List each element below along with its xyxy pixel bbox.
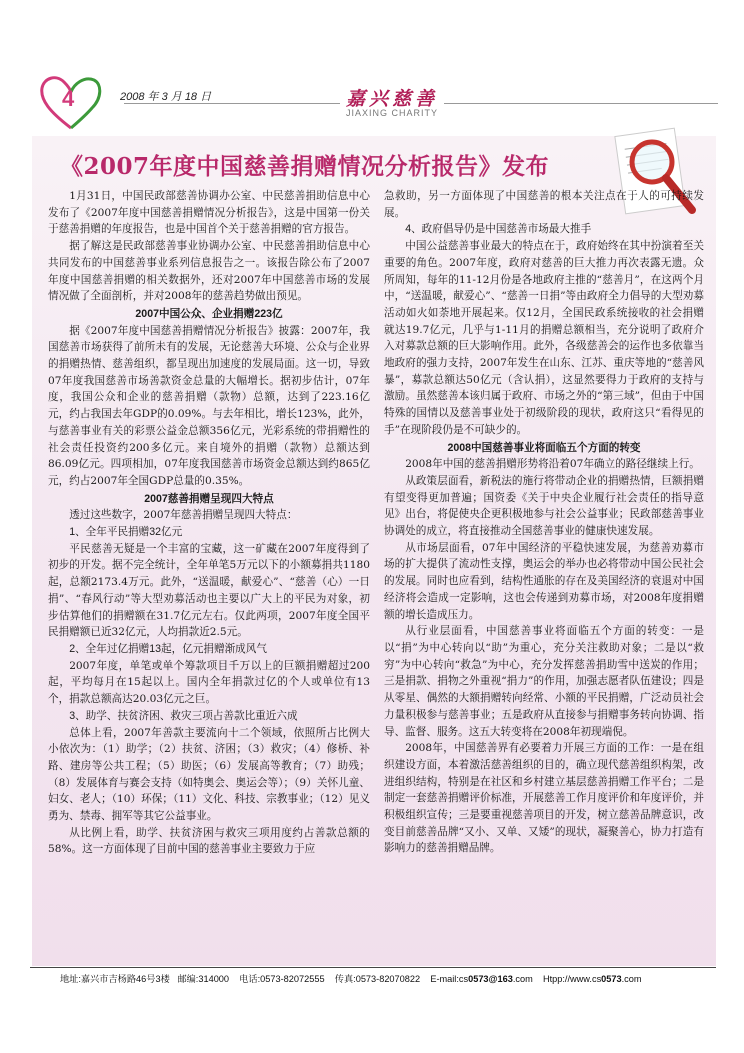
masthead-logo: 嘉兴慈善 <box>340 84 444 111</box>
article-column-left <box>48 188 370 858</box>
subsection-heading: 1、全年平民捐赠32亿元 <box>69 526 183 539</box>
paragraph: 透过这些数字，2007年慈善捐赠呈现四大特点： <box>69 509 298 522</box>
paragraph: 2007年度，单笔或单个筹款项目千万以上的巨额捐赠超过200起，平均每月在15起以上。国内全年捐款过亿的个人或单位有13个，捐款总额高达20.03亿元之巨。 <box>48 659 370 706</box>
section-heading: 2007慈善捐赠呈现四大特点 <box>144 492 274 505</box>
article-title: 《2007年度中国慈善捐赠情况分析报告》发布 <box>60 153 550 180</box>
paragraph: 急救助，另一方面体现了中国慈善的根本关注点在于人的可持续发展。 <box>384 190 704 219</box>
page-number: 4 <box>62 86 75 111</box>
paragraph: 平民慈善无疑是一个丰富的宝藏，这一矿藏在2007年度得到了初步的开发。据不完全统计，全年单笔5万元以下的小额募捐共1180起，总额2173.4万元。此外，“送温暖，献爱心”、“慈善（心）一日捐”、“春风行动”等大型劝募活动也主要以广大上的平民为对象，初步估算他们的捐赠额在31.7亿元左右。仅此两项，2007年度全国平民捐赠额已近32亿元，人均捐款近2.5元。 <box>48 542 370 639</box>
footer-postcode: 邮编:314000 <box>177 974 230 984</box>
page-footer <box>60 971 710 985</box>
paragraph: 据《2007年度中国慈善捐赠情况分析报告》披露：2007年，我国慈善市场获得了前所未有的发展，无论慈善大环境、公众与企业界的捐赠热情、慈善组织，都呈现出加速度的发展局面。这一切，导致07年度我国慈善市场善款资金总量的大幅增长。据初步估计，07年度，我国公众和企业的慈善捐赠（款物）总额，达到了223.16亿元，约占我国去年GDP的0.09%。与去年相比，增长123%，此外，与慈善事业有关的彩票公益金总额356亿元，光彩系统的带捐赠性的社会责任投资约200多亿元。来自境外的捐赠（款物）总额达到86.09亿元。四项相加，07年度我国慈善市场资金总额达到约865亿元，约占2007年全国GDP总量的0.35%。 <box>48 324 370 487</box>
footer-address: 地址:嘉兴市吉杨路46号3楼 <box>60 974 170 984</box>
paragraph: 从市场层面看，07年中国经济的平稳快速发展，为慈善劝募市场的扩大提供了流动性支撑，奥运会的举办也必将带动中国公民社会的发展。同时也应看到，结构性通胀的存在及美国经济的衰退对中国经济将会造成一定影响，这也会传递到劝募市场，对2008年度捐赠额的增长造成压力。 <box>384 541 704 621</box>
section-heading: 2007中国公众、企业捐赠223亿 <box>135 307 283 320</box>
subsection-heading: 3、助学、扶贫济困、救灾三项占善款比重近六成 <box>69 709 298 722</box>
footer-phone: 电话:0573-82072555 <box>239 974 325 984</box>
footer-rule <box>30 967 716 968</box>
page-header <box>28 70 718 132</box>
footer-fax: 传真:0573-82070822 <box>334 974 421 984</box>
masthead-logo-english: JIAXING CHARITY <box>346 108 439 118</box>
paragraph: 中国公益慈善事业最大的特点在于，政府始终在其中扮演着至关重要的角色。2007年度，政府对慈善的巨大推力再次表露无遗。众所周知，每年的11-12月份是各地政府主推的“慈善月”，在这两个月中，“送温暖，献爱心”、“慈善一日捐”等由政府全力倡导的大型劝募活动如火如荼地开展起来。仅12月，全国民政系统接收的社会捐赠就达19.7亿元，几乎与1-11月的捐赠总额相当，充分说明了政府介入对募款总额的巨大影响作用。此外，各级慈善会的运作也多依靠当地政府的强力支持，2007年发生在山东、江苏、重庆等地的“慈善风暴”，募款总额达50亿元（含认捐），这显然要得力于政府的支持与激励。虽然慈善本该归属于政府、市场之外的“第三域”，但由于中国特殊的国情以及慈善事业处于初级阶段的现状，政府这只“看得见的手”在现阶段仍是不可缺少的。 <box>384 240 704 436</box>
paragraph: 总体上看，2007年善款主要流向十二个领域，依照所占比例大小依次为：（1）助学；（2）扶贫、济困；（3）救灾；（4）修桥、补路、建房等公共工程；（5）助医；（6）发展高等教育；（7）助残；（8）发展体育与赛会支持（如特奥会、奥运会等）；（9）关怀儿童、妇女、老人；（10）环保；（11）文化、科技、宗教事业；（12）见义勇为、禁毒、拥军等其它公益事业。 <box>48 726 370 823</box>
paragraph: 从政策层面看，新税法的施行将带动企业的捐赠热情，巨额捐赠有望变得更加普遍；国资委《关于中央企业履行社会责任的指导意见》出台，将促使央企更积极地参与社会公益事业；民政部慈善事业协调处的成立，将直接推动全国慈善事业的健康快速发展。 <box>384 474 704 538</box>
paragraph: 2008年，中国慈善界有必要着力开展三方面的工作：一是在组织建设方面，本着激活慈善组织的目的，确立现代慈善组织构架，改进组织结构，特别是在社区和乡村建立基层慈善捐赠工作平台；二是制定一套慈善捐赠评价标准，开展慈善工作月度评价和年度评价，并积极组织宣传；三是要重视慈善项目的开发，树立慈善品牌意识，改变目前慈善品牌“又小、又单、又矮”的现状，凝聚善心，协力打造有影响力的慈善捐赠品牌。 <box>384 742 704 855</box>
subsection-heading: 4、政府倡导仍是中国慈善市场最大推手 <box>405 223 592 236</box>
paragraph: 据了解这是民政部慈善事业协调办公室、中民慈善捐助信息中心共同发布的中国慈善事业系列信息报告之一。该报告除公布了2007年度中国慈善捐赠的相关数据外，还对2007年中国慈善市场的发展情况做了全面剖析，并对2008年的慈善趋势做出预见。 <box>48 240 370 303</box>
paragraph: 2008年中国的慈善捐赠形势将沿着07年确立的路径继续上行。 <box>405 458 700 471</box>
paragraph: 1月31日，中国民政部慈善协调办公室、中民慈善捐助信息中心发布了《2007年度中国慈善捐赠情况分析报告》，这是中国第一份关于慈善捐赠的年度报告，也是中国首个关于慈善捐赠的官方报告。 <box>48 190 370 236</box>
article-column-right <box>384 188 704 857</box>
section-heading: 2008中国慈善事业将面临五个方面的转变 <box>447 441 641 454</box>
footer-website[interactable]: Htpp://www.cs0573.com <box>542 974 642 984</box>
issue-date: 2008 年 3 月 18 日 <box>120 91 212 103</box>
footer-email[interactable]: E-mail:cs0573@163.com <box>430 974 533 984</box>
subsection-heading: 2、全年过亿捐赠13起，亿元捐赠渐成风气 <box>69 642 267 655</box>
paragraph: 从比例上看，助学、扶贫济困与救灾三项用度约占善款总额的58%。这一方面体现了目前中国的慈善事业主要致力于应 <box>48 826 370 856</box>
paragraph: 从行业层面看，中国慈善事业将面临五个方面的转变：一是以“捐”为中心转向以“助”为重心，充分关注救助对象；二是以“救穷”为中心转向“救急”为中心，充分发挥慈善捐助雪中送炭的作用；三是捐款、捐物之外重视“捐力”的作用，加强志愿者队伍建设；四是从零星、偶然的大额捐赠转向经常、小额的平民捐赠，广泛动员社会力量积极参与慈善事业；五是政府从直接参与捐赠事务转向协调、指导、监督、服务。这五大转变将在2008年初现端倪。 <box>384 625 704 738</box>
